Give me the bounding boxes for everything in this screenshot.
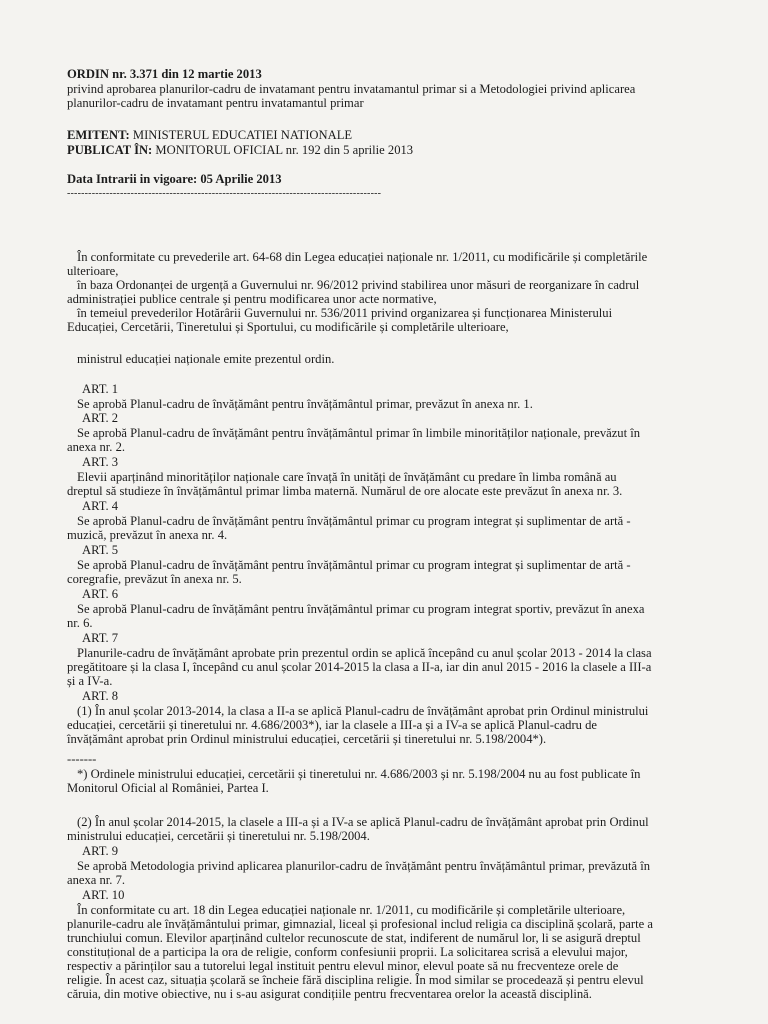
article-text: căruia, din motive obiective, nu i s-au asigurat condițiile pentru frecventarea orelor la această disciplină. <box>67 987 592 1001</box>
article-text: religie. În acest caz, situația școlară se încheie fără disciplina religie. În mod similar se procedează și pentru elevul <box>67 973 644 987</box>
preamble-line: ulterioare, <box>67 264 119 278</box>
preamble-line: administrației publice centrale și pentru modificarea unor acte normative, <box>67 292 437 306</box>
article-text: Se aprobă Planul-cadru de învățământ pentru învățământul primar cu program integrat sportiv, prevăzut în anexa <box>77 602 645 616</box>
article-text: ministrului educației, cercetării și tineretului nr. 5.198/2004. <box>67 829 370 843</box>
article-text: planurile-cadru ale învățământului primar, gimnazial, liceal și profesional includ religia ca disciplină școlară, parte a <box>67 917 653 931</box>
publicat-label: PUBLICAT ÎN: <box>67 143 153 157</box>
article-text: pregătitoare și la clasa I, începând cu anul școlar 2014-2015 la clasa a II-a, iar din anul 2015 - 2016 la clasele a III-a <box>67 660 652 674</box>
data-intrarii-vigoare: Data Intrarii in vigoare: 05 Aprilie 2013 <box>67 172 282 186</box>
preamble-line: ministrul educației naționale emite prezentul ordin. <box>77 352 335 366</box>
article-heading: ART. 3 <box>82 455 119 469</box>
article-heading: ART. 8 <box>82 689 119 703</box>
article-heading: ART. 1 <box>82 382 119 396</box>
article-heading: ART. 7 <box>82 631 119 645</box>
preamble-line: Educației, Cercetării, Tineretului și Sportului, cu modificările și completările ulterioare, <box>67 320 509 334</box>
article-text: muzică, prevăzut în anexa nr. 4. <box>67 528 228 542</box>
footnote-text: Monitorul Oficial al României, Partea I. <box>67 781 269 795</box>
header-separator: ----------------------------------------------------------------------------------------- <box>67 188 382 199</box>
article-text: trunchiului comun. Elevilor aparținând cultelor recunoscute de stat, indiferent de numărul lor, li se asigură dreptul <box>67 931 641 945</box>
ordin-title: ORDIN nr. 3.371 din 12 martie 2013 <box>67 67 262 81</box>
article-text: Elevii aparținând minorităților naționale care învață în unități de învățământ cu predare în limba română au <box>77 470 617 484</box>
article-heading: ART. 9 <box>82 844 119 858</box>
article-text: Se aprobă Planul-cadru de învățământ pentru învățământul primar cu program integrat și suplimentar de artă - <box>77 558 631 572</box>
article-text: (2) În anul școlar 2014-2015, la clasele a III-a și a IV-a se aplică Planul-cadru de învățământ aprobat prin Ordinul <box>77 815 649 829</box>
article-heading: ART. 5 <box>82 543 119 557</box>
footnote-text: *) Ordinele ministrului educației, cercetării și tineretului nr. 4.686/2003 și nr. 5.198/2004 nu au fost publicate în <box>77 767 641 781</box>
article-text: educației, cercetării și tineretului nr. 4.686/2003*), iar la clasele a III-a și a IV-a se aplică Planul-cadru de <box>67 718 597 732</box>
preamble-line: în baza Ordonanței de urgență a Guvernului nr. 96/2012 privind stabilirea unor măsuri de reorganizare în cadrul <box>77 278 640 292</box>
article-text: Se aprobă Planul-cadru de învățământ pentru învățământul primar, prevăzut în anexa nr. 1. <box>77 397 533 411</box>
article-text: dreptul să studieze în învățământul primar limba maternă. Numărul de ore alocate este prevăzut în anexa nr. 3. <box>67 484 623 498</box>
article-heading: ART. 10 <box>82 888 125 902</box>
footnote-separator: ------- <box>67 752 97 766</box>
article-text: respectiv a părinților sau a tutorelui legal instituit pentru elevul minor, elevul poate să nu frecventeze orele de <box>67 959 619 973</box>
publicat-value: MONITORUL OFICIAL nr. 192 din 5 aprilie 2013 <box>155 143 414 157</box>
publicat-line <box>67 143 413 157</box>
ordin-subject-line-2: planurilor-cadru de invatamant pentru invatamantul primar <box>67 96 364 110</box>
article-text: coregrafie, prevăzut în anexa nr. 5. <box>67 572 242 586</box>
emitent-value: MINISTERUL EDUCATIEI NATIONALE <box>132 128 353 142</box>
article-text: anexa nr. 7. <box>67 873 126 887</box>
article-text: anexa nr. 2. <box>67 440 126 454</box>
article-text: învățământ aprobat prin Ordinul ministrului educației, cercetării și tineretului nr. 5.198/2004*). <box>67 732 547 746</box>
emitent-label: EMITENT: <box>67 128 130 142</box>
preamble-line: În conformitate cu prevederile art. 64-68 din Legea educației naționale nr. 1/2011, cu modificările și completările <box>77 250 648 264</box>
ordin-subject-line-1: privind aprobarea planurilor-cadru de invatamant pentru invatamantul primar si a Metodologiei privind aplicarea <box>67 82 636 96</box>
article-text: Se aprobă Planul-cadru de învățământ pentru învățământul primar în limbile minorităților naționale, prevăzut în <box>77 426 641 440</box>
article-text: Se aprobă Metodologia privind aplicarea planurilor-cadru de învățământ pentru învățământul primar, prevăzută în <box>77 859 651 873</box>
preamble-line: în temeiul prevederilor Hotărârii Guvernului nr. 536/2011 privind organizarea și funcționarea Ministerului <box>77 306 613 320</box>
article-text: nr. 6. <box>67 616 93 630</box>
article-text: Planurile-cadru de învățământ aprobate prin prezentul ordin se aplică începând cu anul școlar 2013 - 2014 la clasa <box>77 646 652 660</box>
article-text: și a IV-a. <box>67 674 113 688</box>
article-text: constituțional de a participa la ora de religie, conform confesiunii proprii. La solicitarea scrisă a elevului major, <box>67 945 628 959</box>
article-heading: ART. 4 <box>82 499 119 513</box>
article-text: În conformitate cu art. 18 din Legea educației naționale nr. 1/2011, cu modificările și completările ulterioare, <box>77 903 626 917</box>
article-text: Se aprobă Planul-cadru de învățământ pentru învățământul primar cu program integrat și suplimentar de artă - <box>77 514 631 528</box>
article-heading: ART. 2 <box>82 411 119 425</box>
emitent-line <box>67 128 352 142</box>
article-heading: ART. 6 <box>82 587 119 601</box>
article-text: (1) În anul școlar 2013-2014, la clasa a II-a se aplică Planul-cadru de învățământ aprobat prin Ordinul ministrului <box>77 704 649 718</box>
